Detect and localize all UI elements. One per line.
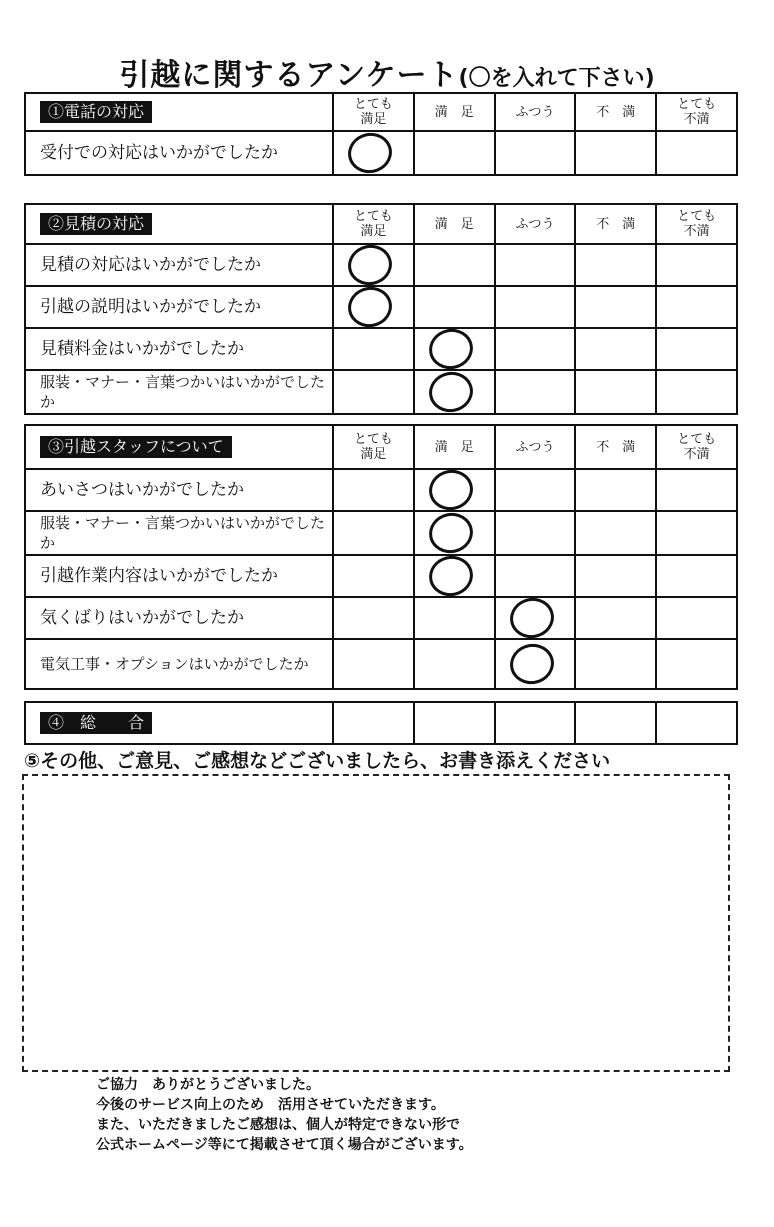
scale-header: 不 満 bbox=[575, 93, 656, 131]
comments-box[interactable] bbox=[22, 774, 730, 1072]
rating-cell[interactable] bbox=[575, 639, 656, 689]
question-text: 気くばりはいかがでしたか bbox=[25, 597, 333, 639]
rating-cell[interactable] bbox=[333, 597, 414, 639]
footer-line: 今後のサービス向上のため 活用させていただきます。 bbox=[96, 1097, 445, 1113]
selection-circle bbox=[506, 640, 557, 688]
rating-cell[interactable] bbox=[495, 597, 576, 639]
rating-cell[interactable] bbox=[414, 511, 495, 555]
rating-cell[interactable] bbox=[495, 639, 576, 689]
section-heading-cell bbox=[25, 425, 333, 469]
section-heading-cell bbox=[25, 702, 333, 744]
question-text: 服装・マナー・言葉つかいはいかがでしたか bbox=[25, 370, 333, 414]
rating-cell[interactable] bbox=[333, 131, 414, 175]
selection-circle bbox=[425, 466, 476, 514]
section-heading-cell bbox=[25, 93, 333, 131]
rating-cell[interactable] bbox=[656, 702, 737, 744]
rating-cell[interactable] bbox=[575, 597, 656, 639]
rating-cell[interactable] bbox=[414, 131, 495, 175]
selection-circle bbox=[344, 283, 395, 331]
rating-cell[interactable] bbox=[414, 597, 495, 639]
rating-cell[interactable] bbox=[495, 286, 576, 328]
selection-circle bbox=[344, 241, 395, 289]
section-heading: ①電話の対応 bbox=[40, 101, 152, 123]
rating-cell[interactable] bbox=[575, 469, 656, 511]
section-overall-table bbox=[24, 701, 738, 745]
scale-header: とても 満足 bbox=[333, 425, 414, 469]
footer-line: 公式ホームページ等にて掲載させて頂く場合がございます。 bbox=[96, 1137, 473, 1153]
scale-header: とても 満足 bbox=[333, 204, 414, 244]
footer-note bbox=[96, 1075, 473, 1155]
rating-cell[interactable] bbox=[333, 639, 414, 689]
scale-header: 満 足 bbox=[414, 204, 495, 244]
rating-cell[interactable] bbox=[495, 511, 576, 555]
scale-header: 不 満 bbox=[575, 425, 656, 469]
footer-line: ご協力 ありがとうございました。 bbox=[96, 1077, 320, 1093]
rating-cell[interactable] bbox=[656, 244, 737, 286]
scale-header: とても 満足 bbox=[333, 93, 414, 131]
selection-circle bbox=[425, 552, 476, 600]
rating-cell[interactable] bbox=[575, 286, 656, 328]
rating-cell[interactable] bbox=[495, 131, 576, 175]
scale-header: ふつう bbox=[495, 425, 576, 469]
selection-circle bbox=[344, 129, 395, 177]
rating-cell[interactable] bbox=[575, 511, 656, 555]
rating-cell[interactable] bbox=[333, 286, 414, 328]
scale-header: とても 不満 bbox=[656, 93, 737, 131]
rating-cell[interactable] bbox=[656, 511, 737, 555]
scale-header: 不 満 bbox=[575, 204, 656, 244]
rating-cell[interactable] bbox=[656, 328, 737, 370]
question-text: 引越作業内容はいかがでしたか bbox=[25, 555, 333, 597]
rating-cell[interactable] bbox=[414, 244, 495, 286]
question-text: 引越の説明はいかがでしたか bbox=[25, 286, 333, 328]
section-heading: ③引越スタッフについて bbox=[40, 436, 232, 458]
selection-circle bbox=[425, 368, 476, 416]
rating-cell[interactable] bbox=[656, 639, 737, 689]
scale-header: とても 不満 bbox=[656, 425, 737, 469]
rating-cell[interactable] bbox=[656, 286, 737, 328]
rating-cell[interactable] bbox=[333, 370, 414, 414]
rating-cell[interactable] bbox=[656, 131, 737, 175]
scale-header: 満 足 bbox=[414, 93, 495, 131]
rating-cell[interactable] bbox=[414, 702, 495, 744]
rating-cell[interactable] bbox=[495, 370, 576, 414]
selection-circle bbox=[425, 325, 476, 373]
rating-cell[interactable] bbox=[575, 702, 656, 744]
rating-cell[interactable] bbox=[414, 555, 495, 597]
section-heading: ②見積の対応 bbox=[40, 213, 152, 235]
scale-header: ふつう bbox=[495, 93, 576, 131]
rating-cell[interactable] bbox=[575, 131, 656, 175]
rating-cell[interactable] bbox=[575, 244, 656, 286]
section-estimate-table bbox=[24, 203, 738, 415]
section-heading: ④ 総 合 bbox=[40, 712, 152, 734]
comments-heading: ⑤その他、ご意見、ご感想などございましたら、お書き添えください bbox=[24, 750, 611, 772]
rating-cell[interactable] bbox=[414, 469, 495, 511]
question-text: 受付での対応はいかがでしたか bbox=[25, 131, 333, 175]
rating-cell[interactable] bbox=[656, 555, 737, 597]
title-note: (〇を入れて下さい) bbox=[458, 66, 655, 91]
question-text: 見積の対応はいかがでしたか bbox=[25, 244, 333, 286]
scale-header: 満 足 bbox=[414, 425, 495, 469]
scale-header: とても 不満 bbox=[656, 204, 737, 244]
rating-cell[interactable] bbox=[495, 244, 576, 286]
rating-cell[interactable] bbox=[495, 328, 576, 370]
scale-header: ふつう bbox=[495, 204, 576, 244]
rating-cell[interactable] bbox=[495, 702, 576, 744]
rating-cell[interactable] bbox=[333, 328, 414, 370]
question-text: 電気工事・オプションはいかがでしたか bbox=[25, 639, 333, 689]
rating-cell[interactable] bbox=[495, 469, 576, 511]
rating-cell[interactable] bbox=[333, 555, 414, 597]
rating-cell[interactable] bbox=[333, 702, 414, 744]
footer-line: また、いただきましたご感想は、個人が特定できない形で bbox=[96, 1117, 460, 1133]
question-text: 見積料金はいかがでしたか bbox=[25, 328, 333, 370]
rating-cell[interactable] bbox=[414, 370, 495, 414]
question-text: あいさつはいかがでしたか bbox=[25, 469, 333, 511]
rating-cell[interactable] bbox=[656, 469, 737, 511]
section-staff-table bbox=[24, 424, 738, 690]
rating-cell[interactable] bbox=[333, 469, 414, 511]
rating-cell[interactable] bbox=[495, 555, 576, 597]
rating-cell[interactable] bbox=[656, 370, 737, 414]
rating-cell[interactable] bbox=[575, 555, 656, 597]
rating-cell[interactable] bbox=[575, 370, 656, 414]
selection-circle bbox=[506, 594, 557, 642]
rating-cell[interactable] bbox=[414, 286, 495, 328]
rating-cell[interactable] bbox=[414, 328, 495, 370]
rating-cell[interactable] bbox=[333, 244, 414, 286]
rating-cell[interactable] bbox=[656, 597, 737, 639]
section-heading-cell bbox=[25, 204, 333, 244]
question-text: 服装・マナー・言葉つかいはいかがでしたか bbox=[25, 511, 333, 555]
section-phone-table bbox=[24, 92, 738, 176]
rating-cell[interactable] bbox=[414, 639, 495, 689]
rating-cell[interactable] bbox=[333, 511, 414, 555]
title-text: 引越に関するアンケート bbox=[119, 58, 459, 93]
survey-title bbox=[0, 50, 774, 94]
selection-circle bbox=[425, 509, 476, 557]
rating-cell[interactable] bbox=[575, 328, 656, 370]
